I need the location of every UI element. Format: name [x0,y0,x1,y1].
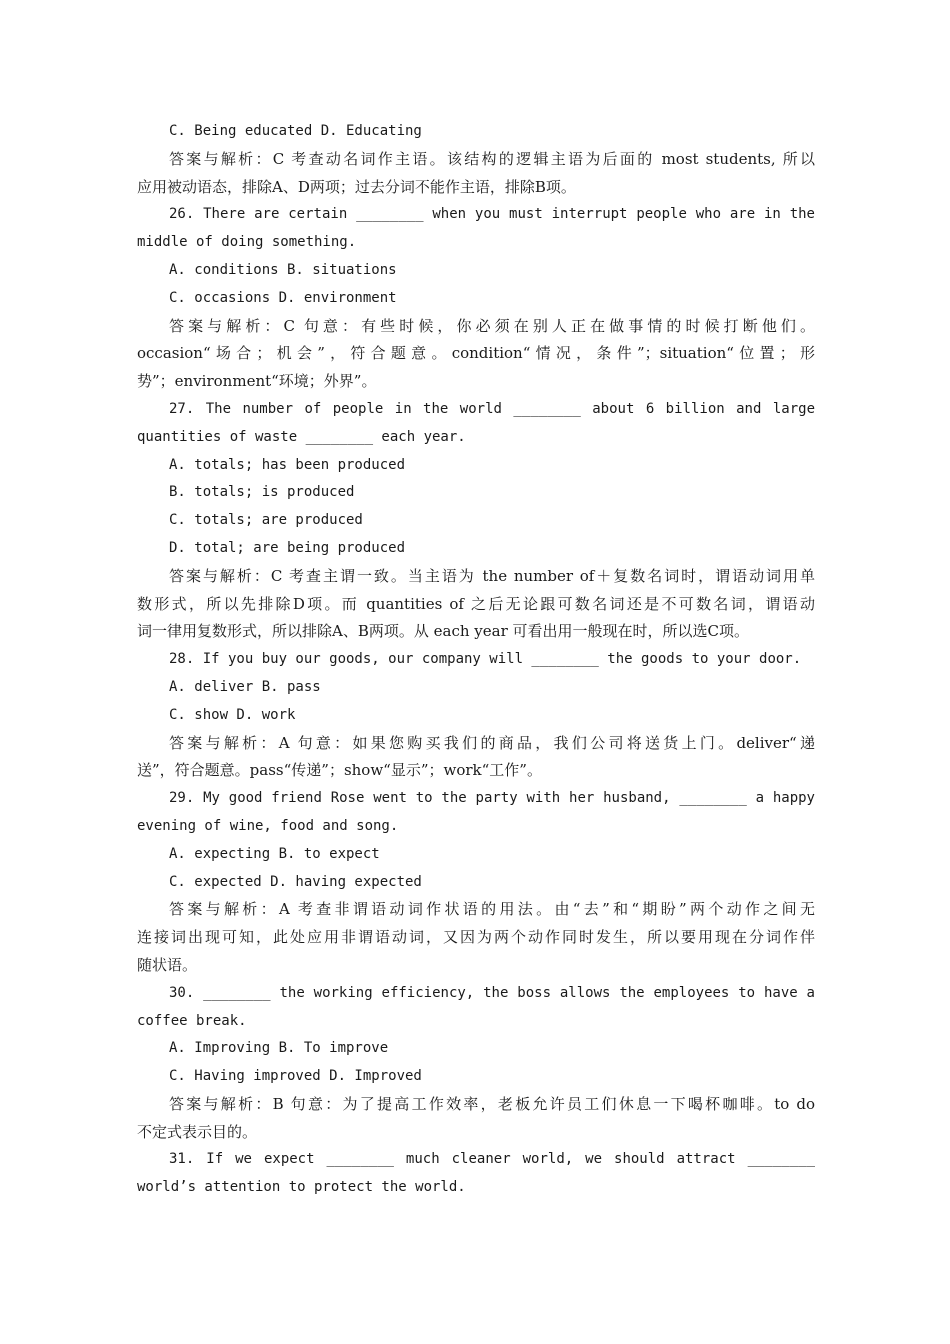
text-line: 答案与解析：A 考查非谓语动词作状语的用法。由“去”和“期盼”两个动作之间无 [169,900,815,919]
text-line: evening of wine, food and song. [137,817,399,834]
text-line: 31. If we expect ________ much cleaner world, we should attract ________ [169,1151,815,1168]
text-line: D. total; are being produced [169,539,406,556]
text-line: 数形式，所以先排除D项。而 quantities of 之后无论跟可数名词还是不可数名词，谓语动 [137,594,815,613]
text-line: B. totals; is produced [169,484,355,501]
text-line: 29. My good friend Rose went to the party with her husband, ________ a happy [169,790,815,807]
text-line: A. deliver B. pass [169,678,321,695]
text-line: C. Having improved D. Improved [169,1068,422,1085]
text-line: coffee break. [137,1012,247,1029]
text-line: quantities of waste ________ each year. [137,428,466,445]
text-line: 答案与解析：A 句意：如果您购买我们的商品，我们公司将送货上门。deliver“递 [169,733,815,752]
text-line: C. show D. work [169,706,296,723]
text-line: A. conditions B. situations [169,261,397,278]
text-line: A. Improving B. To improve [169,1040,389,1057]
text-line: 26. There are certain ________ when you must interrupt people who are in the [169,206,815,223]
text-line: 答案与解析：C 考查主谓一致。当主语为 the number of＋复数名词时，谓语动词用单 [169,566,815,585]
text-line: 连接词出现可知，此处应用非谓语动词，又因为两个动作同时发生，所以要用现在分词作伴 [137,928,815,947]
text-line: 词一律用复数形式，所以排除A、B两项。从 each year 可看出用一般现在时，所以选C项。 [137,622,749,641]
text-line: world’s attention to protect the world. [137,1179,466,1196]
text-line: 27. The number of people in the world ________ about 6 billion and large [169,400,815,417]
text-line: 应用被动语态，排除A、D两项；过去分词不能作主语，排除B项。 [137,177,576,196]
text-line: C. Being educated D. Educating [169,123,422,139]
text-line: 势”；environment“环境；外界”。 [137,372,377,391]
text-line: C. occasions D. environment [169,289,397,306]
text-line: C. expected D. having expected [169,873,422,890]
text-line: C. totals; are produced [169,512,363,529]
text-line: 30. ________ the working efficiency, the boss allows the employees to have a [169,984,815,1001]
text-line: 随状语。 [137,955,198,974]
text-line: 答案与解析：B 句意：为了提高工作效率，老板允许员工们休息一下喝杯咖啡。to do [169,1094,815,1113]
text-line: 不定式表示目的。 [137,1122,258,1141]
text-line: 28. If you buy our goods, our company will ________ the goods to your door. [169,651,802,668]
text-line: A. expecting B. to expect [169,845,380,862]
document-page [137,118,815,1202]
text-line: A. totals; has been produced [169,456,406,473]
text-line: 答案与解析：C 考查动名词作主语。该结构的逻辑主语为后面的 most students, 所以 [169,149,815,168]
text-line: 送”，符合题意。pass“传递”；show“显示”；work“工作”。 [137,761,542,780]
text-line: middle of doing something. [137,234,357,251]
text-line: 答案与解析：C 句意：有些时候，你必须在别人正在做事情的时候打断他们。 [169,316,815,335]
text-line: occasion“场合；机会”，符合题意。condition“情况，条件”；situation“位置；形 [137,344,815,363]
